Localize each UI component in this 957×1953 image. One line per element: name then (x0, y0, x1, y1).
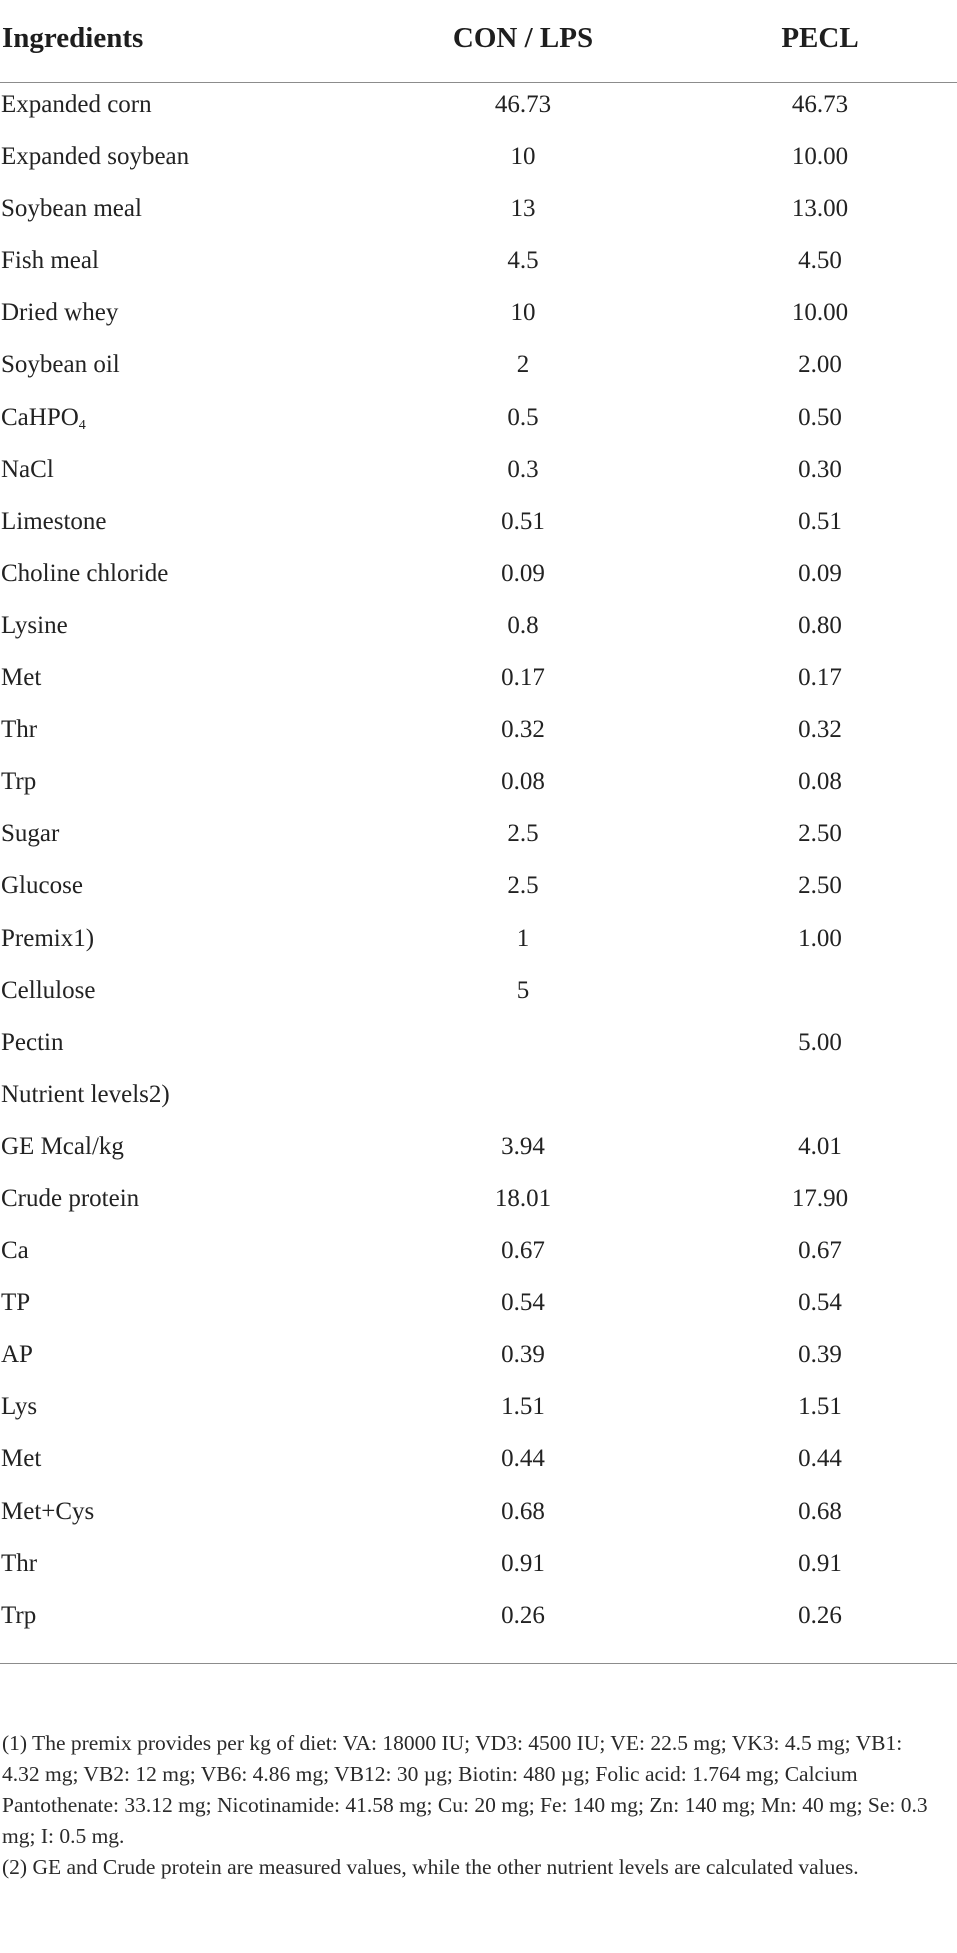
ingredient-name: Fish meal (1, 247, 99, 275)
table-row (0, 812, 957, 864)
pecl-value: 1.51 (798, 1393, 842, 1421)
header-ingredients: Ingredients (2, 22, 144, 54)
ingredient-name: TP (1, 1289, 31, 1317)
con-lps-value: 13 (510, 195, 536, 223)
con-lps-value: 0.68 (501, 1497, 545, 1525)
ingredient-name: Lysine (1, 611, 68, 639)
con-lps-value: 0.39 (501, 1341, 545, 1369)
table-footnotes (2, 1728, 942, 1883)
table-row (0, 917, 957, 969)
ingredient-name: NaCl (1, 455, 54, 483)
ingredient-name: Met (1, 1445, 42, 1473)
pecl-value: 0.08 (798, 768, 842, 796)
pecl-value: 0.32 (798, 716, 842, 744)
ingredient-name: Dried whey (1, 299, 119, 327)
con-lps-value: 2 (516, 351, 530, 379)
pecl-value: 2.50 (798, 820, 842, 848)
table-row (0, 291, 957, 343)
pecl-value: 0.67 (798, 1237, 842, 1265)
ingredient-name: Nutrient levels2) (1, 1080, 170, 1108)
con-lps-value: 18.01 (494, 1184, 552, 1212)
pecl-value: 17.90 (791, 1184, 849, 1212)
con-lps-value: 0.8 (507, 611, 539, 639)
pecl-value: 0.51 (798, 507, 842, 535)
con-lps-value: 2.5 (507, 872, 539, 900)
pecl-value: 0.68 (798, 1497, 842, 1525)
table-row (0, 448, 957, 500)
con-lps-value: 0.08 (501, 768, 545, 796)
table-row (0, 760, 957, 812)
pecl-value: 10.00 (791, 143, 849, 171)
table-row (0, 187, 957, 239)
con-lps-value: 5 (516, 976, 530, 1004)
pecl-value: 0.91 (798, 1549, 842, 1577)
ingredient-name: Met+Cys (1, 1497, 95, 1525)
pecl-value: 4.01 (798, 1132, 842, 1160)
ingredient-name: Thr (1, 716, 38, 744)
table-row (0, 1073, 957, 1125)
ingredient-name: Cellulose (1, 976, 96, 1004)
table-row (0, 1385, 957, 1437)
table-row (0, 1021, 957, 1073)
pecl-value: 0.80 (798, 611, 842, 639)
table-bottom-rule (0, 1663, 957, 1664)
ingredient-name: Expanded corn (1, 91, 152, 118)
pecl-value: 2.50 (798, 872, 842, 900)
con-lps-value: 4.5 (507, 247, 539, 275)
con-lps-value: 1 (516, 924, 530, 952)
ingredient-name: Expanded soybean (1, 143, 190, 171)
table-row (0, 1125, 957, 1177)
footnote-2: (2) GE and Crude protein are measured values, while the other nutrient levels are calculated values. (2, 1855, 859, 1879)
con-lps-value: 0.09 (501, 559, 545, 587)
table-row (0, 708, 957, 760)
pecl-value: 0.50 (798, 403, 842, 431)
ingredient-name: Crude protein (1, 1184, 140, 1212)
pecl-value: 0.09 (798, 559, 842, 587)
con-lps-value: 46.73 (494, 91, 552, 118)
table-row (0, 343, 957, 395)
pecl-value: 2.00 (798, 351, 842, 379)
table-row (0, 552, 957, 604)
ingredient-name: Met (1, 664, 42, 692)
ingredient-name: Trp (1, 1601, 37, 1629)
con-lps-value: 2.5 (507, 820, 539, 848)
ingredient-name: Limestone (1, 507, 107, 535)
table-row (0, 1594, 957, 1646)
con-lps-value: 1.51 (501, 1393, 545, 1421)
ingredient-name: Sugar (1, 820, 60, 848)
ingredient-name: CaHPO$_4$ (1, 403, 86, 433)
ingredient-name: Soybean oil (1, 351, 120, 379)
ingredient-name: Premix1) (1, 924, 95, 952)
table-row (0, 396, 957, 448)
footnote-1: (1) The premix provides per kg of diet: VA: 18000 IU; VD3: 4500 IU; VE: 22.5 mg; VK3: 4.5 mg; VB1: 4.32 mg; VB2: 12 mg; VB6: 4.86 mg; VB12: 30 µg; Biotin: 480 µg; Folic acid: 1.764 mg; Calcium Pantothenate: 33.12 mg; Nicotinamide: 41.58 mg; Cu: 20 mg; Fe: 140 mg; Zn: 140 mg; Mn: 40 mg; Se: 0.3 mg; I: 0.5 mg. (2, 1731, 928, 1848)
con-lps-value: 0.44 (501, 1445, 545, 1473)
con-lps-value: 0.17 (501, 664, 545, 692)
pecl-value: 4.50 (798, 247, 842, 275)
table-row (0, 864, 957, 916)
ingredient-name: Soybean meal (1, 195, 142, 223)
pecl-value: 10.00 (791, 299, 849, 327)
pecl-value: 0.17 (798, 664, 842, 692)
table-row (0, 656, 957, 708)
ingredient-name: AP (1, 1341, 33, 1369)
table-row (0, 1333, 957, 1385)
ingredient-name: Lys (1, 1393, 38, 1421)
table-row (0, 500, 957, 552)
header-pecl: PECL (781, 22, 859, 54)
table-row (0, 135, 957, 187)
table-row (0, 1490, 957, 1542)
pecl-value: 0.30 (798, 455, 842, 483)
con-lps-value: 0.51 (501, 507, 545, 535)
ingredient-name-subscript: 4 (78, 417, 86, 433)
con-lps-value: 0.26 (501, 1601, 545, 1629)
table-row (0, 604, 957, 656)
ingredient-name: Pectin (1, 1028, 64, 1056)
pecl-value: 0.54 (798, 1289, 842, 1317)
con-lps-value: 3.94 (501, 1132, 545, 1160)
table-header-row (0, 0, 957, 83)
table-row (0, 239, 957, 291)
ingredient-name: Glucose (1, 872, 83, 900)
pecl-value: 1.00 (798, 924, 842, 952)
table-row (0, 1542, 957, 1594)
ingredient-name: Trp (1, 768, 37, 796)
con-lps-value: 10 (510, 299, 536, 327)
con-lps-value: 0.32 (501, 716, 545, 744)
con-lps-value: 0.54 (501, 1289, 545, 1317)
ingredient-name: GE Mcal/kg (1, 1132, 124, 1160)
con-lps-value: 0.5 (507, 403, 539, 431)
con-lps-value: 0.67 (501, 1237, 545, 1265)
con-lps-value: 0.91 (501, 1549, 545, 1577)
table-row (0, 969, 957, 1021)
table-row (0, 1437, 957, 1489)
table-row (0, 83, 957, 135)
pecl-value: 5.00 (798, 1028, 842, 1056)
pecl-value: 0.39 (798, 1341, 842, 1369)
con-lps-value: 10 (510, 143, 536, 171)
table-row (0, 1229, 957, 1281)
con-lps-value: 0.3 (507, 455, 539, 483)
pecl-value: 46.73 (791, 91, 849, 118)
table-row (0, 1281, 957, 1333)
ingredient-name: Thr (1, 1549, 38, 1577)
pecl-value: 13.00 (791, 195, 849, 223)
ingredient-name: Choline chloride (1, 559, 169, 587)
table-row (0, 1177, 957, 1229)
pecl-value: 0.26 (798, 1601, 842, 1629)
table-body (0, 83, 957, 1646)
header-con-lps: CON / LPS (452, 22, 594, 54)
ingredient-name: Ca (1, 1237, 29, 1265)
pecl-value: 0.44 (798, 1445, 842, 1473)
